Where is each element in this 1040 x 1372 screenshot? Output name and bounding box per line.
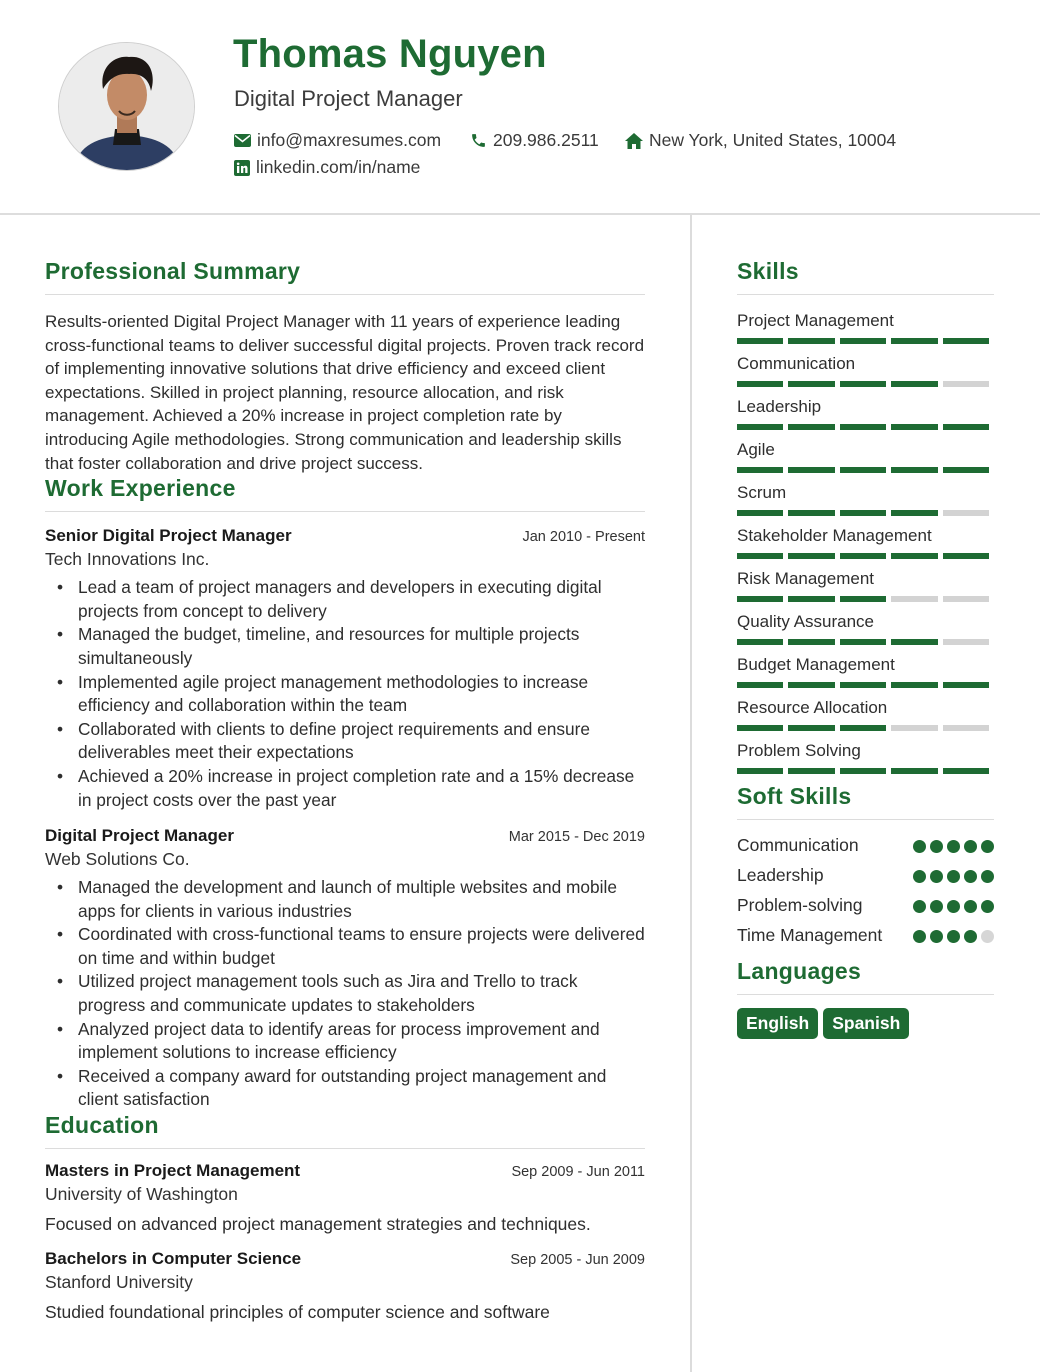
rating-dot: [913, 840, 926, 853]
skill-name: Communication: [737, 354, 856, 373]
skill-level-segment: [737, 424, 783, 430]
phone-icon: [470, 132, 487, 149]
soft-skills-list: [737, 834, 994, 954]
rating-dot: [913, 870, 926, 883]
skill-item: [737, 697, 994, 740]
contact-location: [625, 130, 896, 151]
skill-level-segment: [737, 510, 783, 516]
skill-level-segment: [891, 682, 937, 688]
rating-dot: [981, 840, 994, 853]
column-divider: [690, 215, 692, 1372]
skill-level-segment: [788, 510, 834, 516]
home-icon: [625, 133, 643, 149]
skill-level-segment: [943, 510, 989, 516]
skill-name: Resource Allocation: [737, 698, 888, 717]
education-header: [45, 1161, 645, 1181]
skill-level-segment: [737, 725, 783, 731]
soft-skill-item: [737, 924, 994, 954]
soft-skill-rating: [909, 894, 994, 924]
job-bullet: • Managed the development and launch of multiple websites and mobile apps for clients in various industries: [45, 876, 645, 923]
soft-skill-item: [737, 894, 994, 924]
job-role: Senior Digital Project Manager: [45, 526, 292, 546]
person-photo-icon: [59, 43, 195, 171]
skill-level-segment: [891, 639, 937, 645]
skill-level-segment: [943, 338, 989, 344]
linkedin-icon: [234, 160, 250, 176]
skill-level-segment: [737, 768, 783, 774]
skill-level-segment: [891, 381, 937, 387]
rating-dot: [981, 930, 994, 943]
skill-item: [737, 482, 994, 525]
job-company: Web Solutions Co.: [45, 849, 190, 870]
job-header: [45, 526, 645, 546]
skill-level-segment: [840, 768, 886, 774]
contact-linkedin[interactable]: [234, 157, 420, 178]
skill-level-bar: [737, 553, 994, 559]
soft-skill-name: Problem-solving: [737, 895, 863, 915]
job-bullet: • Implemented agile project management methodologies to increase efficiency and collaboration within the team: [45, 671, 645, 718]
skill-item: [737, 568, 994, 611]
skill-level-segment: [840, 682, 886, 688]
soft-skill-item: [737, 864, 994, 894]
education-dates: Sep 2005 - Jun 2009: [510, 1252, 645, 1269]
skill-item: [737, 396, 994, 439]
skill-level-segment: [737, 338, 783, 344]
skill-item: [737, 525, 994, 568]
summary-text: Results-oriented Digital Project Manager with 11 years of experience leading cross-functional teams to deliver successful digital projects. Proven track record of implementing innovative solutions that drive efficiency and exceed client expectations. Skilled in project planning, resource allocation, and risk management. Achieved a 20% increase in project completion rate by introducing Agile methodologies. Strong communication and leadership skills that foster collaboration and drive project success.: [45, 312, 645, 473]
skill-level-segment: [840, 467, 886, 473]
soft-skill-name: Time Management: [737, 925, 883, 945]
job-entry: [45, 526, 645, 812]
skill-name: Problem Solving: [737, 741, 861, 760]
skill-level-segment: [891, 424, 937, 430]
education-degree: Bachelors in Computer Science: [45, 1249, 302, 1269]
education-entry: [45, 1249, 645, 1323]
skill-level-segment: [737, 467, 783, 473]
skill-level-segment: [943, 424, 989, 430]
job-header: [45, 826, 645, 846]
rating-dot: [913, 900, 926, 913]
skill-level-segment: [943, 768, 989, 774]
location-text: New York, United States, 10004: [649, 130, 897, 150]
skill-level-segment: [943, 682, 989, 688]
job-bullet: • Analyzed project data to identify areas for process improvement and implement solutions to increase efficiency: [45, 1018, 645, 1065]
soft-skills-heading: Soft Skills: [737, 783, 994, 820]
summary-heading: Professional Summary: [45, 258, 645, 295]
candidate-title: Digital Project Manager: [234, 86, 463, 111]
education-degree: Masters in Project Management: [45, 1161, 301, 1181]
main-column: [45, 258, 645, 1323]
skill-level-segment: [943, 725, 989, 731]
education-header: [45, 1249, 645, 1269]
skill-level-segment: [737, 639, 783, 645]
skill-level-bar: [737, 768, 994, 774]
skill-level-segment: [943, 596, 989, 602]
rating-dot: [964, 930, 977, 943]
rating-dot: [947, 900, 960, 913]
skill-level-segment: [891, 768, 937, 774]
skill-name: Leadership: [737, 397, 822, 416]
envelope-icon: [234, 134, 251, 147]
skill-level-bar: [737, 639, 994, 645]
skill-level-bar: [737, 381, 994, 387]
skill-level-segment: [737, 682, 783, 688]
education-school: University of Washington: [45, 1184, 238, 1205]
skill-level-segment: [788, 682, 834, 688]
job-dates: Jan 2010 - Present: [522, 529, 645, 546]
skill-level-segment: [788, 338, 834, 344]
candidate-name: Thomas Nguyen: [233, 32, 547, 76]
job-bullet: • Received a company award for outstanding project management and client satisfaction: [45, 1065, 645, 1112]
skill-level-bar: [737, 725, 994, 731]
skill-level-segment: [788, 596, 834, 602]
skill-level-segment: [891, 596, 937, 602]
rating-dot: [930, 900, 943, 913]
skill-item: [737, 310, 994, 353]
skill-level-bar: [737, 510, 994, 516]
rating-dot: [964, 870, 977, 883]
soft-skill-name: Leadership: [737, 865, 824, 885]
rating-dot: [930, 870, 943, 883]
job-company: Tech Innovations Inc.: [45, 549, 210, 570]
education-description: Focused on advanced project management strategies and techniques.: [45, 1214, 591, 1235]
skill-level-segment: [943, 553, 989, 559]
contact-email[interactable]: [234, 130, 441, 151]
education-description: Studied foundational principles of computer science and software: [45, 1302, 550, 1323]
job-bullet: • Achieved a 20% increase in project completion rate and a 15% decrease in project costs over the past year: [45, 765, 645, 812]
skill-item: [737, 439, 994, 482]
skill-level-segment: [943, 467, 989, 473]
education-heading: Education: [45, 1112, 645, 1149]
job-bullet: • Lead a team of project managers and developers in executing digital projects from concept to delivery: [45, 576, 645, 623]
skill-level-segment: [788, 768, 834, 774]
skill-level-segment: [891, 725, 937, 731]
skill-level-segment: [737, 381, 783, 387]
language-badge: Spanish: [823, 1008, 909, 1039]
rating-dot: [981, 870, 994, 883]
resume-header: [0, 0, 1040, 215]
skill-name: Stakeholder Management: [737, 526, 932, 545]
sidebar-column: [737, 258, 994, 1039]
education-school: Stanford University: [45, 1272, 193, 1293]
email-text: info@maxresumes.com: [257, 130, 442, 150]
skill-name: Scrum: [737, 483, 787, 502]
skill-level-bar: [737, 424, 994, 430]
soft-skill-item: [737, 834, 994, 864]
experience-heading: Work Experience: [45, 475, 645, 512]
profile-photo: [58, 42, 195, 171]
skill-level-segment: [788, 553, 834, 559]
rating-dot: [947, 870, 960, 883]
education-entry: [45, 1161, 645, 1235]
skill-item: [737, 654, 994, 697]
contact-phone[interactable]: [470, 130, 599, 151]
job-entry: [45, 826, 645, 1112]
linkedin-text: linkedin.com/in/name: [256, 157, 421, 177]
job-dates: Mar 2015 - Dec 2019: [508, 829, 645, 846]
skill-level-segment: [943, 381, 989, 387]
skill-level-segment: [840, 639, 886, 645]
soft-skill-name: Communication: [737, 835, 859, 855]
rating-dot: [981, 900, 994, 913]
job-bullets: [45, 576, 645, 812]
skill-name: Agile: [737, 440, 775, 459]
phone-text: 209.986.2511: [493, 130, 599, 150]
skill-level-bar: [737, 467, 994, 473]
rating-dot: [964, 900, 977, 913]
experience-list: [45, 526, 645, 1112]
skill-level-segment: [891, 510, 937, 516]
skill-level-segment: [737, 553, 783, 559]
skill-level-bar: [737, 338, 994, 344]
skill-level-segment: [788, 381, 834, 387]
skill-level-segment: [891, 553, 937, 559]
skill-level-segment: [840, 725, 886, 731]
rating-dot: [947, 840, 960, 853]
skill-level-segment: [840, 510, 886, 516]
rating-dot: [964, 840, 977, 853]
skill-item: [737, 740, 994, 783]
job-bullet: • Utilized project management tools such as Jira and Trello to track progress and communicate updates to stakeholders: [45, 970, 645, 1017]
soft-skill-rating: [909, 924, 994, 954]
rating-dot: [930, 930, 943, 943]
skill-level-segment: [737, 596, 783, 602]
skill-level-segment: [788, 725, 834, 731]
skill-name: Budget Management: [737, 655, 895, 674]
skill-level-segment: [788, 467, 834, 473]
rating-dot: [930, 840, 943, 853]
rating-dot: [947, 930, 960, 943]
rating-dot: [913, 930, 926, 943]
education-list: [45, 1161, 645, 1323]
skill-name: Project Management: [737, 311, 894, 330]
skill-level-segment: [788, 639, 834, 645]
skill-item: [737, 353, 994, 396]
skill-level-segment: [788, 424, 834, 430]
soft-skill-rating: [909, 864, 994, 894]
skill-name: Quality Assurance: [737, 612, 875, 631]
job-bullets: [45, 876, 645, 1112]
skill-item: [737, 611, 994, 654]
skill-level-bar: [737, 682, 994, 688]
job-bullet: • Managed the budget, timeline, and resources for multiple projects simultaneously: [45, 623, 645, 670]
education-dates: Sep 2009 - Jun 2011: [511, 1164, 645, 1181]
language-badge: English: [737, 1008, 818, 1039]
skill-level-segment: [891, 467, 937, 473]
skill-level-segment: [891, 338, 937, 344]
skill-level-segment: [840, 596, 886, 602]
skill-level-segment: [840, 553, 886, 559]
languages-heading: Languages: [737, 958, 994, 995]
skill-level-segment: [840, 424, 886, 430]
skill-level-segment: [840, 338, 886, 344]
skills-list: [737, 310, 994, 783]
skill-name: Risk Management: [737, 569, 875, 588]
job-bullet: • Coordinated with cross-functional teams to ensure projects were delivered on time and within budget: [45, 923, 645, 970]
skill-level-segment: [840, 381, 886, 387]
job-role: Digital Project Manager: [45, 826, 234, 846]
soft-skill-rating: [909, 834, 994, 864]
skill-level-segment: [943, 639, 989, 645]
languages-list: [737, 1008, 994, 1039]
job-bullet: • Collaborated with clients to define project requirements and ensure deliverables meet their expectations: [45, 718, 645, 765]
skill-level-bar: [737, 596, 994, 602]
skills-heading: Skills: [737, 258, 994, 295]
